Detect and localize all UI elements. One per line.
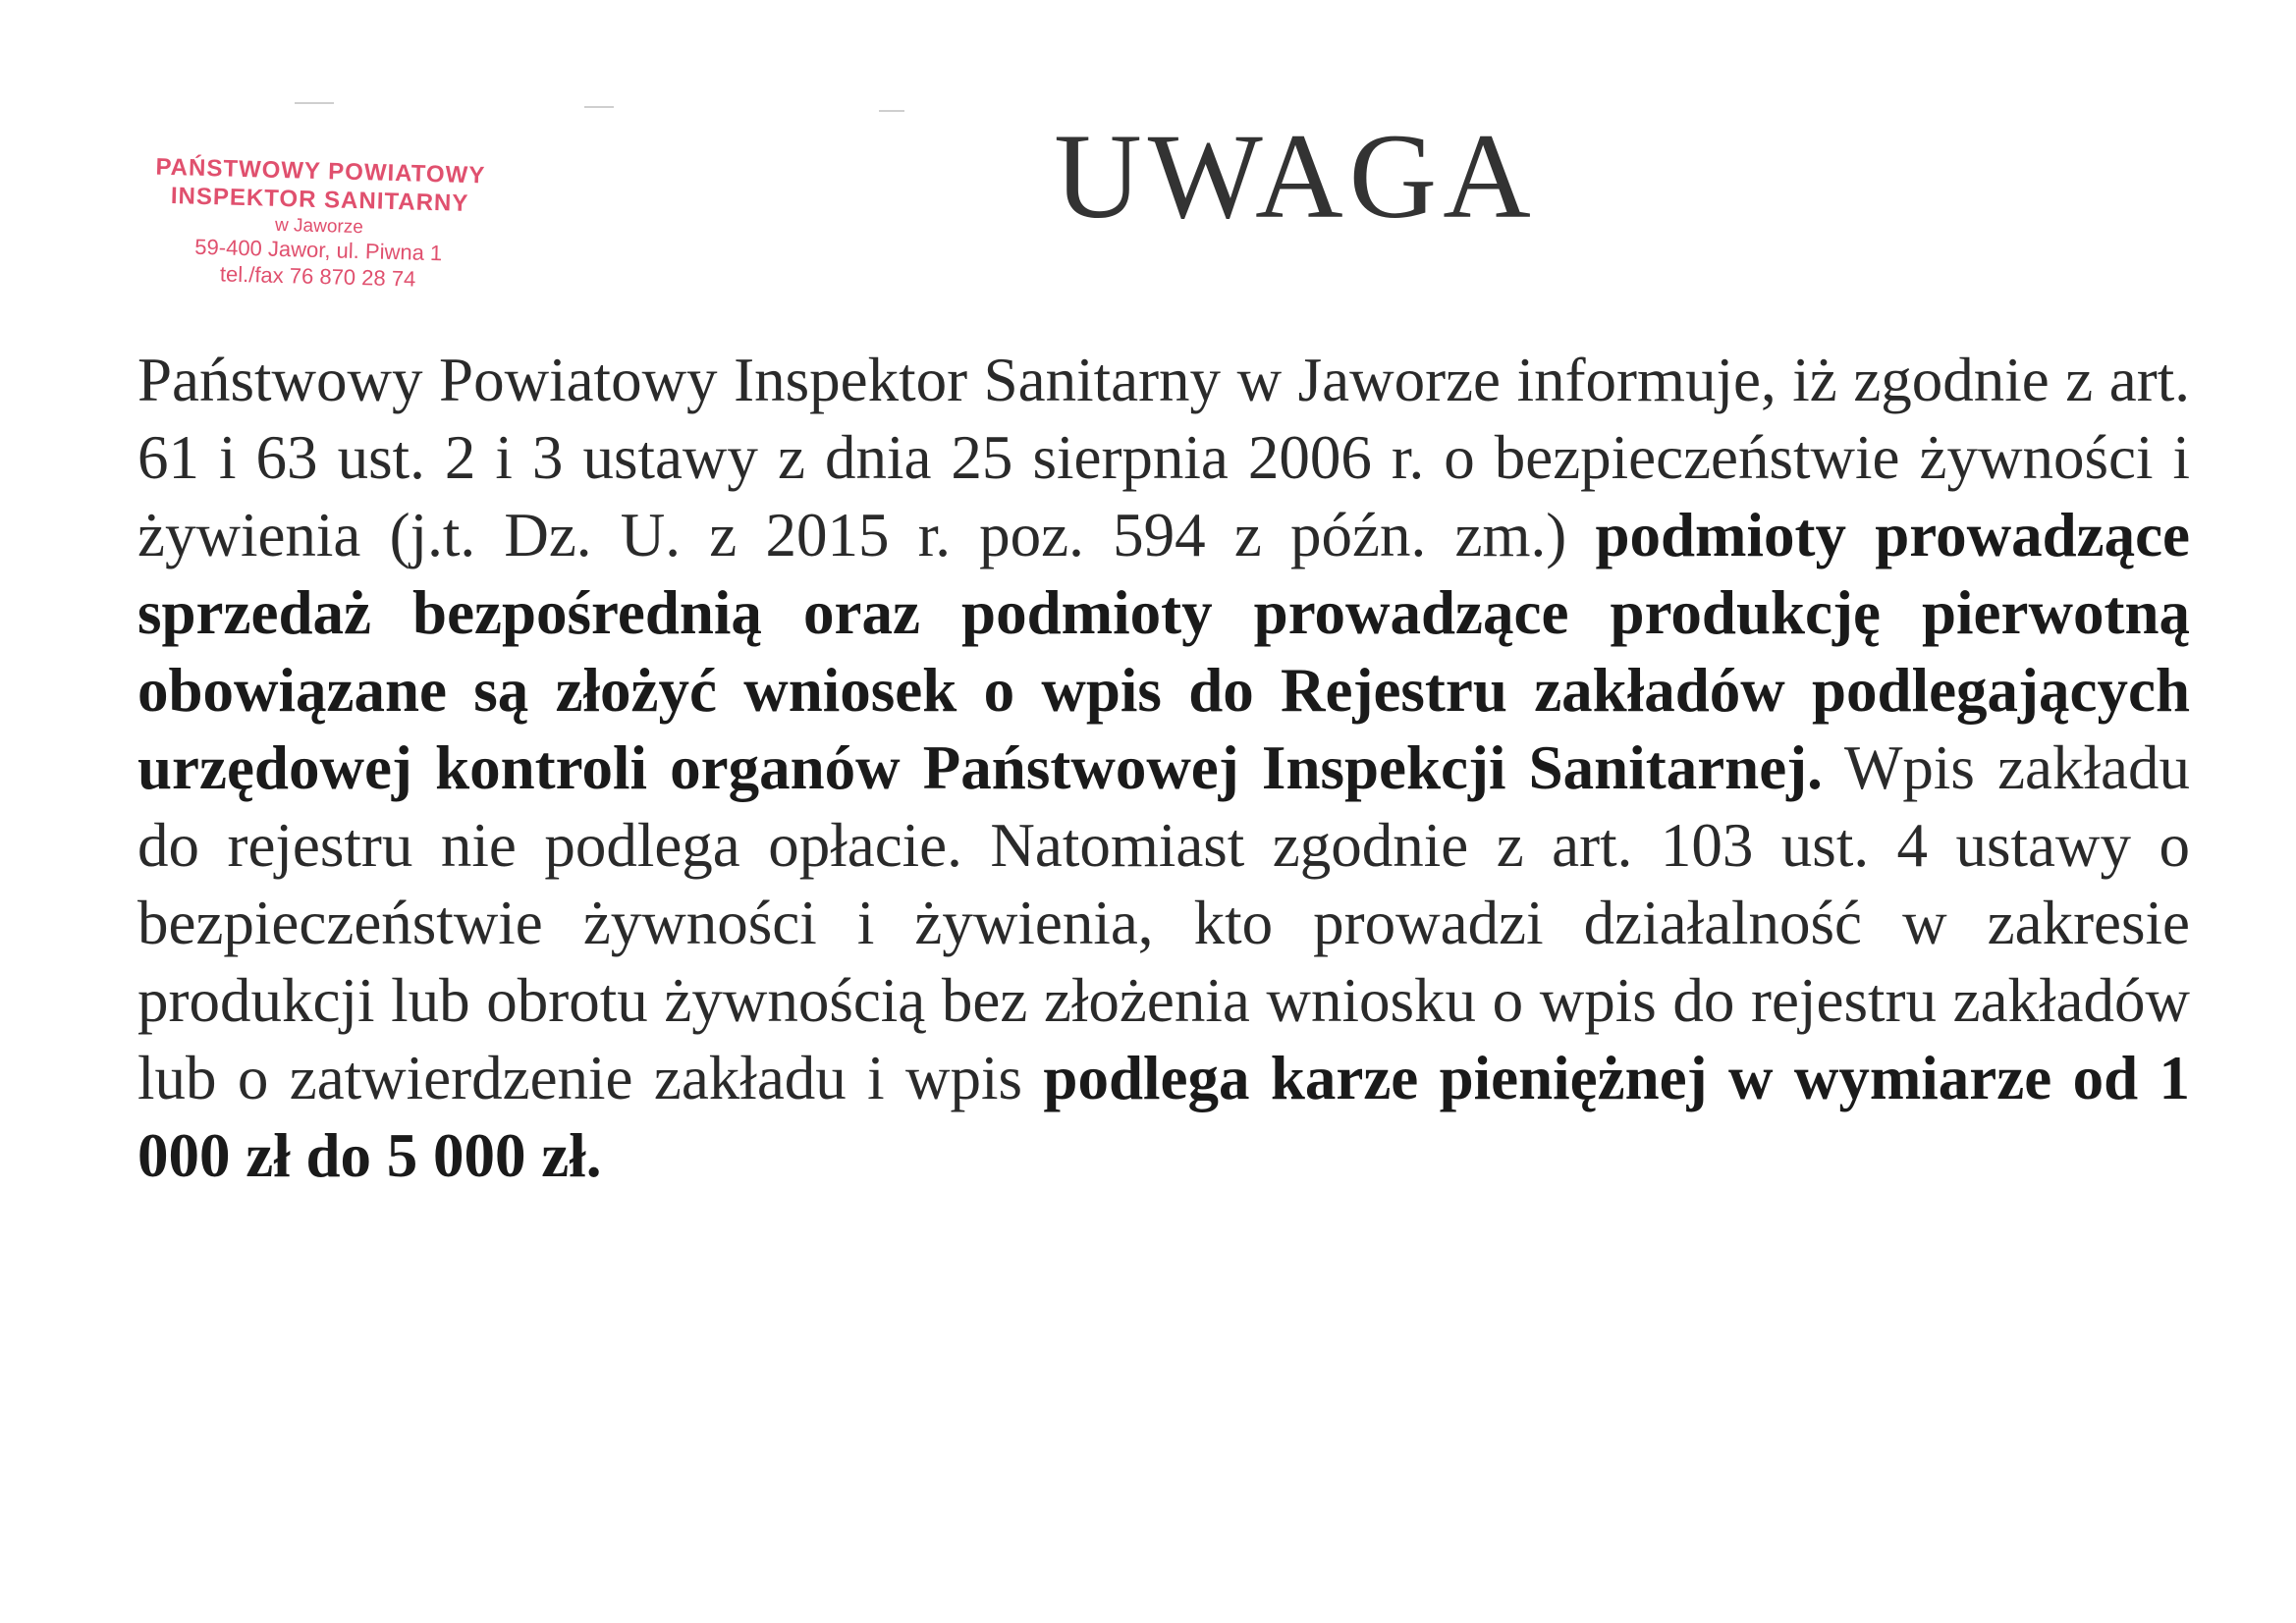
stamp-phone: tel./fax 76 870 28 74 <box>219 260 416 292</box>
notice-intro: Państwowy Powiatowy Inspektor Sanitarny w Jaworze informuje, iż zgodnie z art. 61 i 63 ust. 2 i 3 ustawy z dnia 25 sierpnia 2006 r. o bezpieczeństwie żywności i żywienia (j.t. Dz. U. z 2015 r. poz. 594 z późn. zm.) <box>137 346 2190 569</box>
scan-artifact-right <box>879 110 904 112</box>
notice-penalty: podlega karze pieniężnej w wymiarze od 1 000 zł do 5 000 zł. <box>137 1044 2190 1190</box>
notice-obligation: podmioty prowadzące sprzedaż bezpośrednią oraz podmioty prowadzące produkcję pierwotną obowiązane są złożyć wniosek o wpis do Rejestru zakładów podlegających urzędowej kontroli organów Państwowej Inspekcji Sanitarnej. <box>137 501 2190 802</box>
scan-artifact-middle <box>584 106 614 108</box>
stamp-line-2: INSPEKTOR SANITARNY <box>170 183 469 218</box>
page-title: UWAGA <box>1054 109 1537 243</box>
stamp-line-1: PAŃSTWOWY POWIATOWY <box>155 153 486 189</box>
stamp-address: 59-400 Jawor, ul. Piwna 1 <box>194 234 443 265</box>
scan-artifact-left <box>295 102 334 104</box>
notice-body <box>137 342 2190 1195</box>
notice-details: Wpis zakładu do rejestru nie podlega opłacie. Natomiast zgodnie z art. 103 ust. 4 ustawy o bezpieczeństwie żywności i żywienia, kto prowadzi działalność w zakresie produkcji lub obrotu żywnością bez złożenia wniosku o wpis do rejestru zakładów lub o zatwierdzenie zakładu i wpis <box>137 733 2190 1112</box>
stamp-line-3: w Jaworze <box>274 214 364 238</box>
